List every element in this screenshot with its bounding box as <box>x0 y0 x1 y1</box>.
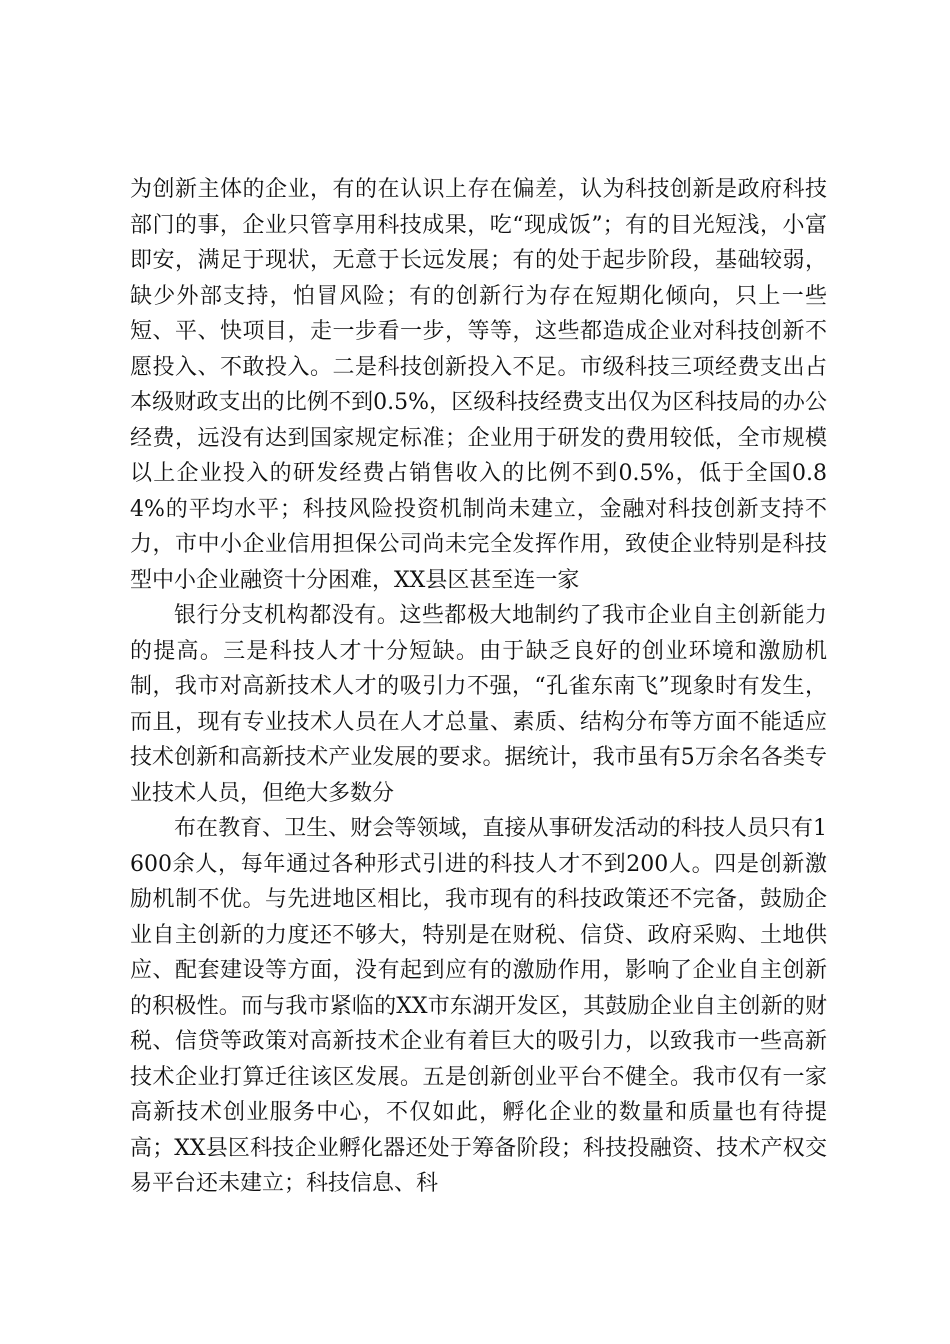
paragraph-3: 布在教育、卫生、财会等领域，直接从事研发活动的科技人员只有1600余人，每年通过各种形式引进的科技人才不到200人。四是创新激励机制不优。与先进地区相比，我市现有的科技政策还不完备，鼓励企业自主创新的力度还不够大，特别是在财税、信贷、政府采购、土地供应、配套建设等方面，没有起到应有的激励作用，影响了企业自主创新的积极性。而与我市紧临的XX市东湖开发区，其鼓励企业自主创新的财税、信贷等政策对高新技术企业有着巨大的吸引力，以致我市一些高新技术企业打算迁往该区发展。五是创新创业平台不健全。我市仅有一家高新技术创业服务中心，不仅如此，孵化企业的数量和质量也有待提高；XX县区科技企业孵化器还处于筹备阶段；科技投融资、技术产权交易平台还未建立；科技信息、科 <box>130 816 827 1196</box>
paragraph-2: 银行分支机构都没有。这些都极大地制约了我市企业自主创新能力的提高。三是科技人才十分短缺。由于缺乏良好的创业环境和激励机制，我市对高新技术人才的吸引力不强，“孔雀东南飞”现象时有发生，而且，现有专业技术人员在人才总量、素质、结构分布等方面不能适应技术创新和高新技术产业发展的要求。据统计，我市虽有5万余名各类专业技术人员，但绝大多数分 <box>130 603 827 806</box>
paragraph-1: 为创新主体的企业，有的在认识上存在偏差，认为科技创新是政府科技部门的事，企业只管享用科技成果，吃“现成饭”；有的目光短浅，小富即安，满足于现状，无意于长远发展；有的处于起步阶段，基础较弱，缺少外部支持，怕冒风险；有的创新行为存在短期化倾向，只上一些短、平、快项目，走一步看一步，等等，这些都造成企业对科技创新不愿投入、不敢投入。二是科技创新投入不足。市级科技三项经费支出占本级财政支出的比例不到0.5%，区级科技经费支出仅为区科技局的办公经费，远没有达到国家规定标准；企业用于研发的费用较低，全市规模以上企业投入的研发经费占销售收入的比例不到0.5%，低于全国0.84%的平均水平；科技风险投资机制尚未建立，金融对科技创新支持不力，市中小企业信用担保公司尚未完全发挥作用，致使企业特别是科技型中小企业融资十分困难，XX县区甚至连一家 <box>130 177 827 593</box>
document-body <box>130 172 827 1202</box>
